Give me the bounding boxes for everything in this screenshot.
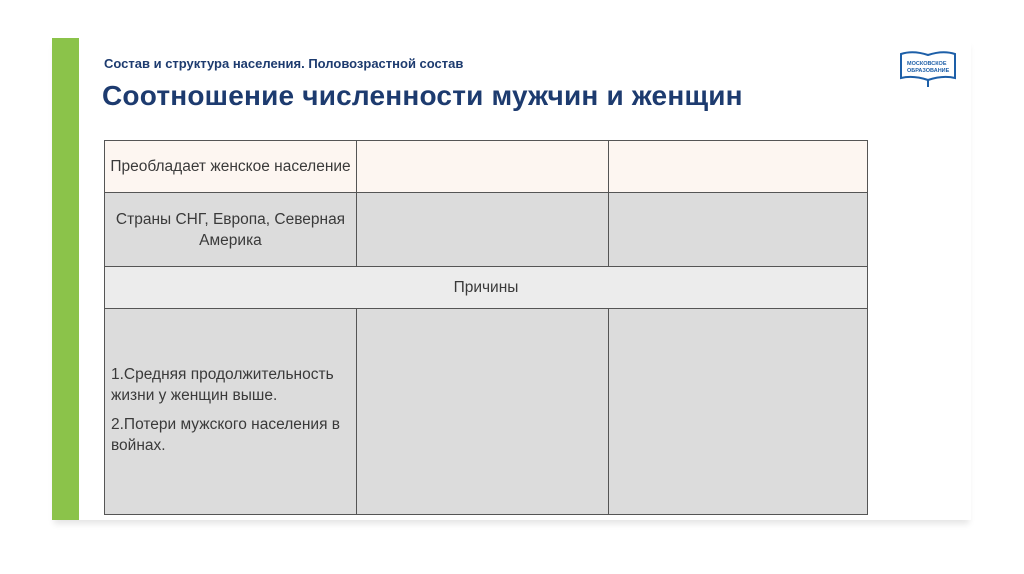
table-row xyxy=(105,267,868,309)
logo-text xyxy=(907,61,949,75)
comparison-table xyxy=(104,140,868,515)
moscow-education-logo xyxy=(897,48,961,88)
table-cell-empty xyxy=(609,193,868,267)
table-cell-empty xyxy=(357,141,609,193)
table-row xyxy=(105,141,868,193)
table-cell-empty xyxy=(609,141,868,193)
table-cell-reasons-header: Причины xyxy=(105,267,868,309)
slide-title: Соотношение численности мужчин и женщин xyxy=(102,80,743,111)
slide-subtitle: Состав и структура населения. Половозрастной состав xyxy=(104,56,464,71)
table-cell-empty xyxy=(609,309,868,515)
table-cell-regions: Страны СНГ, Европа, Северная Америка xyxy=(105,193,357,267)
reason-item: 1.Средняя продолжительность жизни у женщин выше. xyxy=(111,365,334,404)
table-cell-empty xyxy=(357,193,609,267)
slide xyxy=(52,38,971,520)
logo-line-1: МОСКОВСКОЕ xyxy=(907,61,947,67)
logo-line-2: ОБРАЗОВАНИЕ xyxy=(907,68,950,74)
table-cell-population-type: Преобладает женское население xyxy=(105,141,357,193)
table-row xyxy=(105,193,868,267)
table-row xyxy=(105,309,868,515)
accent-bar xyxy=(52,38,79,520)
table-cell-reasons xyxy=(105,309,357,515)
table-cell-empty xyxy=(357,309,609,515)
reason-item: 2.Потери мужского населения в войнах. xyxy=(111,415,341,454)
